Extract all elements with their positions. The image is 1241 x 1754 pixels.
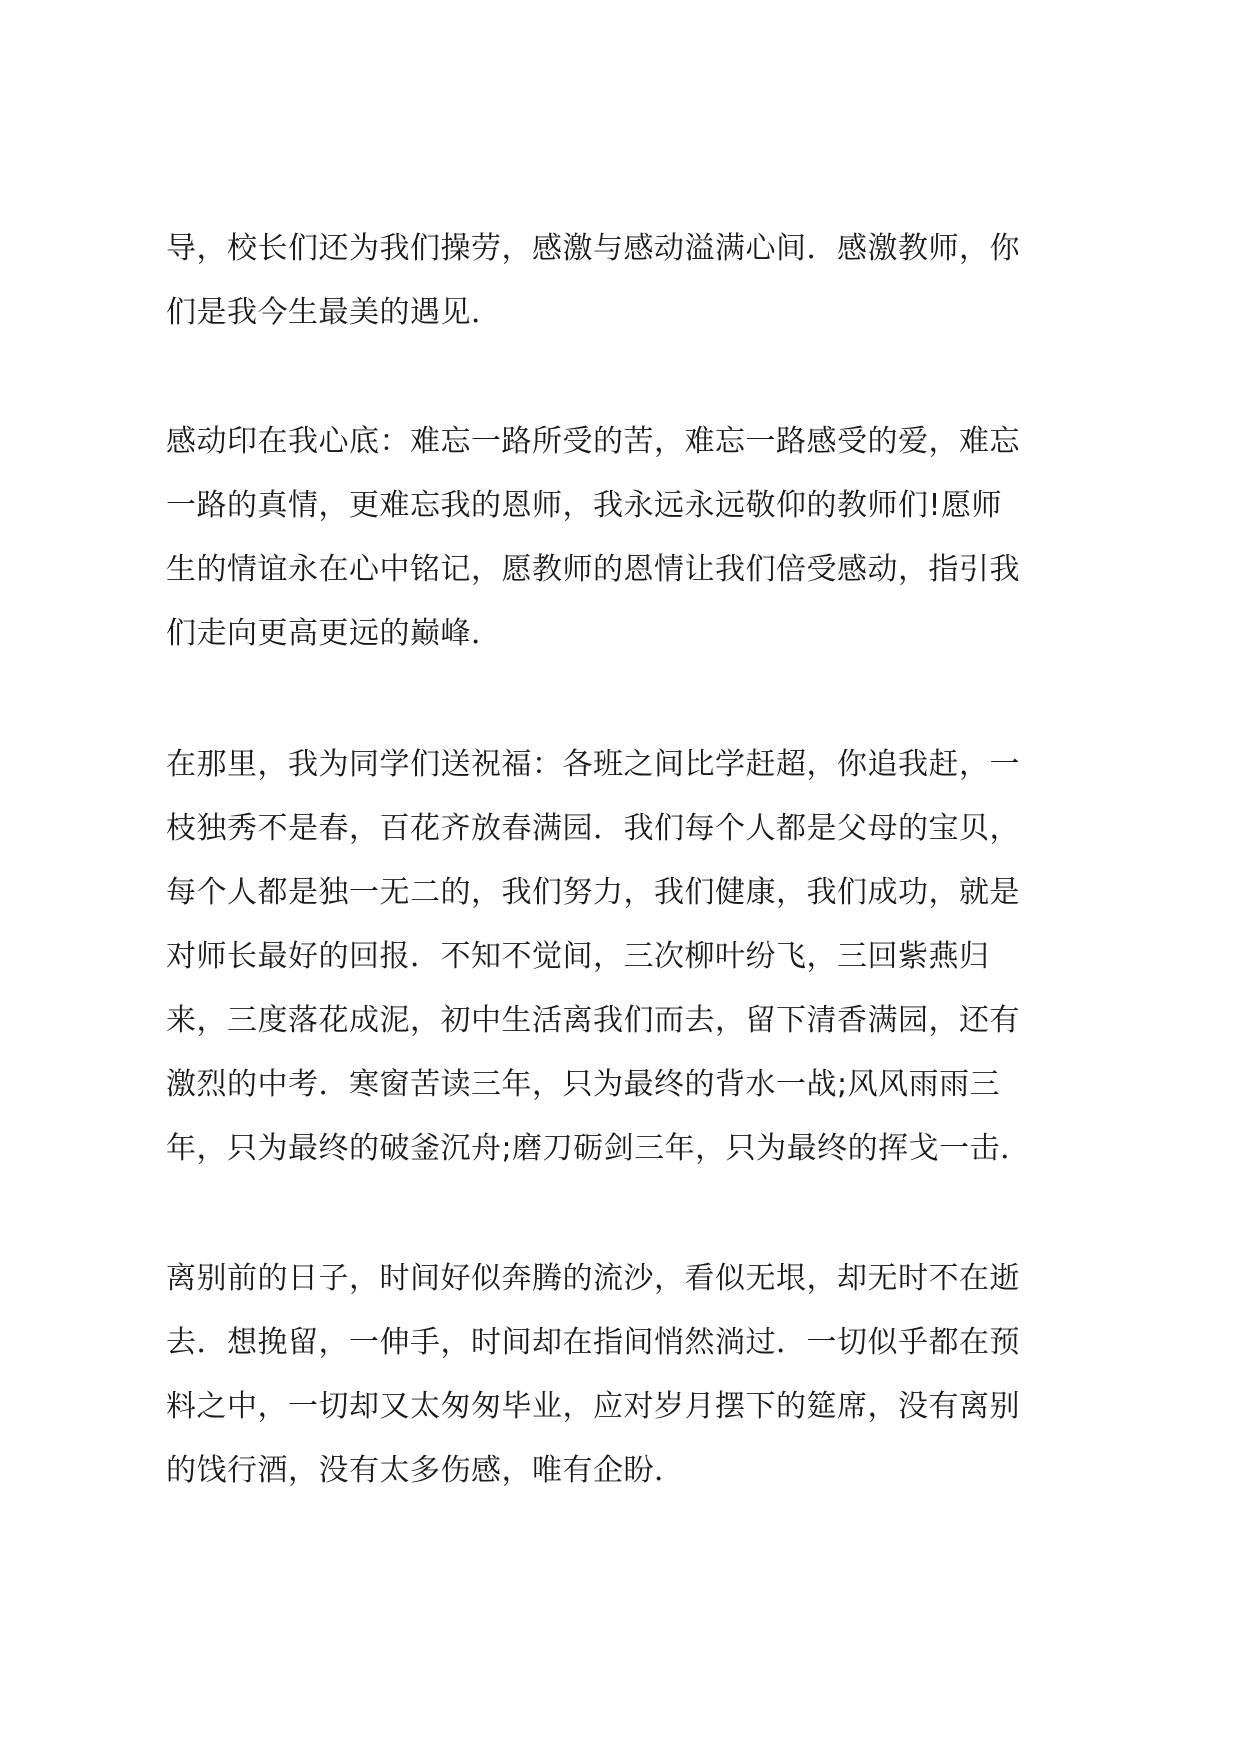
text-line: 离别前的日子，时间好似奔腾的流沙，看似无垠，却无时不在逝 xyxy=(166,1261,1020,1296)
text-line: 感动印在我心底：难忘一路所受的苦，难忘一路感受的爱，难忘 xyxy=(166,424,1020,459)
text-line: 导，校长们还为我们操劳，感激与感动溢满心间．感激教师，你 xyxy=(166,231,1020,266)
paragraph-4 xyxy=(166,1247,1086,1503)
text-line: 对师长最好的回报．不知不觉间，三次柳叶纷飞，三回紫燕归 xyxy=(166,939,990,974)
paragraph-1 xyxy=(166,217,1086,345)
text-line: 们是我今生最美的遇见． xyxy=(166,295,502,330)
text-line: 们走向更高更远的巅峰． xyxy=(166,616,502,651)
text-line: 枝独秀不是春，百花齐放春满园．我们每个人都是父母的宝贝， xyxy=(166,811,1020,846)
text-line: 料之中，一切却又太匆匆毕业，应对岁月摆下的筵席，没有离别 xyxy=(166,1389,1020,1424)
text-line: 的饯行酒，没有太多伤感，唯有企盼． xyxy=(166,1453,685,1488)
text-line: 去．想挽留，一伸手，时间却在指间悄然淌过．一切似乎都在预 xyxy=(166,1325,1020,1360)
text-line: 生的情谊永在心中铭记，愿教师的恩情让我们倍受感动，指引我 xyxy=(166,552,1020,587)
text-line: 激烈的中考．寒窗苦读三年，只为最终的背水一战;风风雨雨三 xyxy=(166,1067,1001,1102)
text-line: 在那里，我为同学们送祝福：各班之间比学赶超，你追我赶，一 xyxy=(166,747,1020,782)
text-line: 来，三度落花成泥，初中生活离我们而去，留下清香满园，还有 xyxy=(166,1003,1020,1038)
text-line: 一路的真情，更难忘我的恩师，我永远永远敬仰的教师们!愿师 xyxy=(166,488,1003,523)
paragraph-2 xyxy=(166,410,1086,666)
text-line: 每个人都是独一无二的，我们努力，我们健康，我们成功，就是 xyxy=(166,875,1020,910)
paragraph-3 xyxy=(166,733,1086,1181)
text-line: 年，只为最终的破釜沉舟;磨刀砺剑三年，只为最终的挥戈一击． xyxy=(166,1131,1031,1166)
